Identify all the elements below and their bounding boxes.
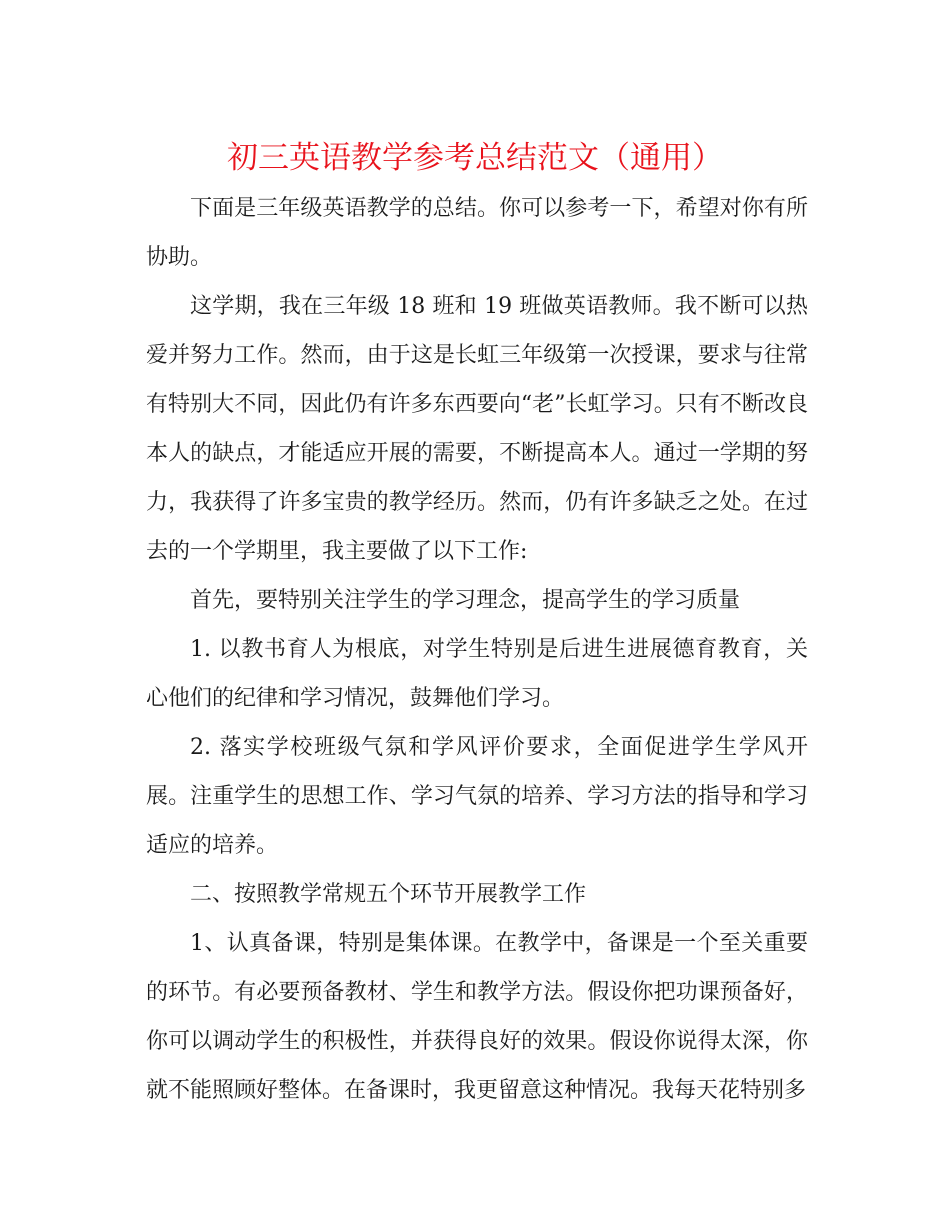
intro-paragraph: 下面是三年级英语教学的总结。你可以参考一下，希望对你有所协助。	[146, 196, 808, 270]
section-heading-1: 首先，要特别关注学生的学习理念，提高学生的学习质量	[190, 588, 741, 613]
list-item-3: 1、认真备课，特别是集体课。在教学中，备课是一个至关重要的环节。有必要预备教材、学生和教学方法。假设你把功课预备好，你可以调动学生的积极性，并获得良好的效果。假设你说得太深，你就不能照顾好整体。在备课时，我更留意这种情况。我每天花特别多	[146, 931, 808, 1103]
list-item-2: 2. 落实学校班级气氛和学风评价要求，全面促进学生学风开展。注重学生的思想工作、学习气氛的培养、学习方法的指导和学习适应的培养。	[146, 735, 808, 858]
list-item-1: 1. 以教书育人为根底，对学生特别是后进生进展德育教育，关心他们的纪律和学习情况，鼓舞他们学习。	[146, 637, 808, 711]
overview-paragraph: 这学期，我在三年级 18 班和 19 班做英语教师。我不断可以热爱并努力工作。然而，由于这是长虹三年级第一次授课，要求与往常有特别大不同，因此仍有许多东西要向“老”长虹学习。只有不断改良本人的缺点，才能适应开展的需要，不断提高本人。通过一学期的努力，我获得了许多宝贵的教学经历。然而，仍有许多缺乏之处。在过去的一个学期里，我主要做了以下工作:	[146, 294, 808, 564]
document-body	[146, 184, 808, 1115]
section-heading-2: 二、按照教学常规五个环节开展教学工作	[190, 882, 587, 907]
document-title: 初三英语教学参考总结范文（通用）	[227, 140, 723, 176]
